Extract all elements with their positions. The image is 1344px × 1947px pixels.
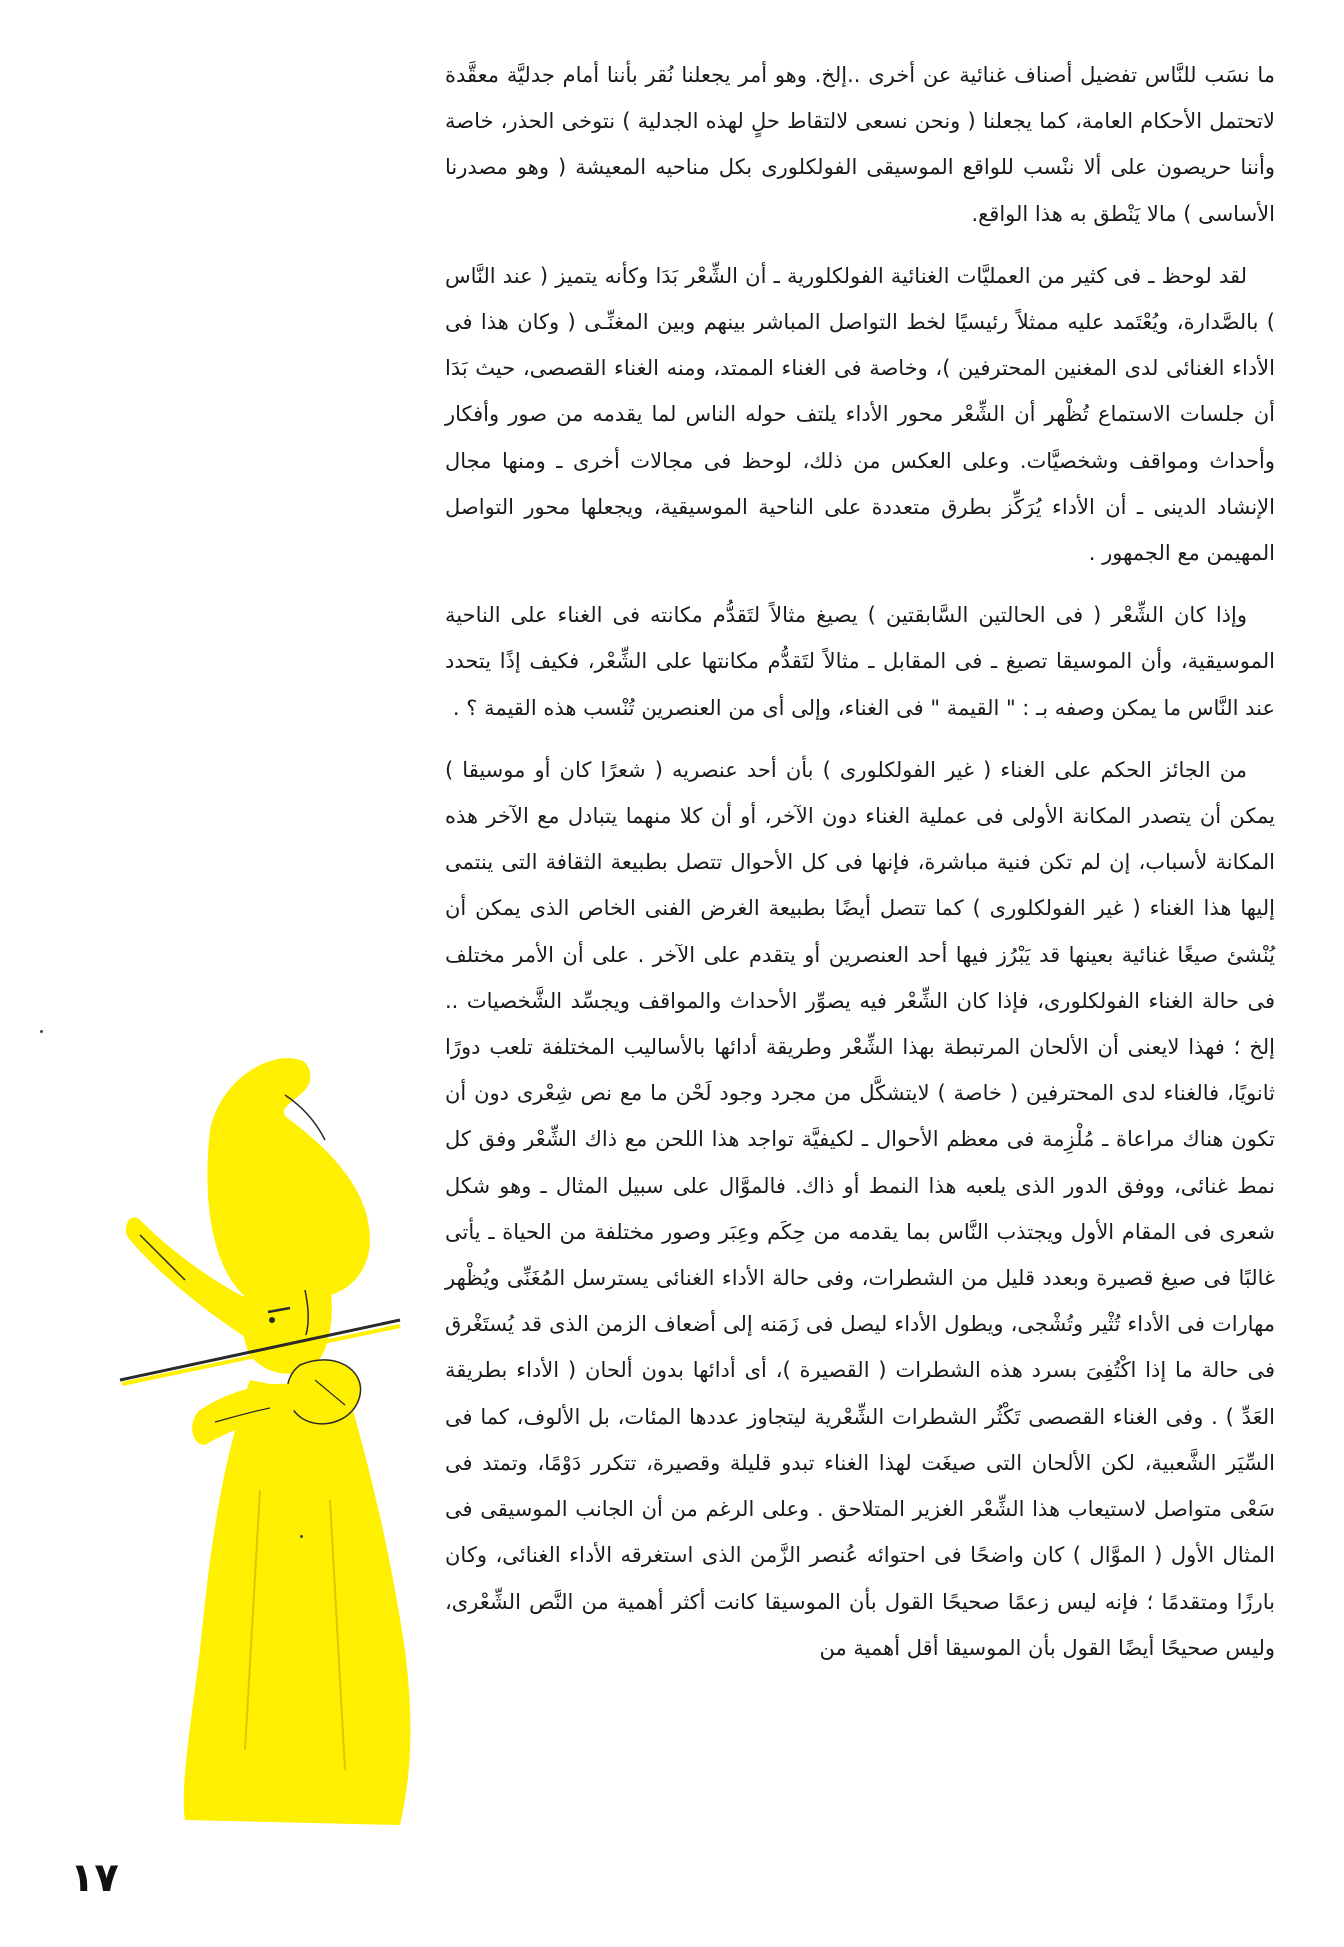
speck-mark xyxy=(40,1030,43,1033)
page-number: ١٧ xyxy=(70,1855,119,1901)
article-body xyxy=(445,52,1275,1687)
paragraph: لقد لوحظ ـ فى كثير من العمليَّات الغنائية الفولكلورية ـ أن الشِّعْر بَدَا وكأنه يتميز ( عند النَّاس ) بالصَّدارة، ويُعْتَمد عليه ممثلاً رئيسيًا لخط التواصل المباشر بينهم وبين المغنِّـى ( وكان هذا فى الأداء الغنائى لدى المغنين المحترفين )، وخاصة فى الغناء الممتد، ومنه الغناء القصصى، حيث بَدَا أن جلسات الاستماع تُظْهر أن الشِّعْر محور الأداء يلتف حوله الناس لما يقدمه من صور وأفكار وأحداث ومواقف وشخصيَّات. وعلى العكس من ذلك، لوحظ فى مجالات أخرى ـ ومنها مجال الإنشاد الدينى ـ أن الأداء يُرَكِّز بطرق متعددة على الناحية الموسيقية، ويجعلها محور التواصل المهيمن مع الجمهور . xyxy=(445,263,1275,566)
paragraph: ما نسَب للنَّاس تفضيل أصناف غنائية عن أخرى ..إلخ. وهو أمر يجعلنا نُقر بأننا أمام جدليَّة معقَّدة لاتحتمل الأحكام العامة، كما يجعلنا ( ونحن نسعى لالتقاط حلٍ لهذه الجدلية ) نتوخى الحذر، خاصة وأننا حريصون على ألا ننْسب للواقع الموسيقى الفولكلورى بكل مناحيه المعيشة ( وهو مصدرنا الأساسى ) مالا يَنْطق به هذا الواقع. xyxy=(445,63,1275,226)
paragraph: من الجائز الحكم على الغناء ( غير الفولكلورى ) بأن أحد عنصريه ( شعرًا كان أو موسيقا ) يمكن أن يتصدر المكانة الأولى فى عملية الغناء دون الآخر، أو أن كلا منهما يتبادل مع الآخر هذه المكانة لأسباب، إن لم تكن فنية مباشرة، فإنها فى كل الأحوال تتصل بطبيعة الثقافة التى ينتمى إليها هذا الغناء ( غير الفولكلورى ) كما تتصل أيضًا بطبيعة الغرض الفنى الخاص الذى يمكن أن يُنْشئ صيغًا غنائية بعينها قد يَبْرُز فيها أحد العنصرين أو يتقدم على الآخر . على أن الأمر مختلف فى حالة الغناء الفولكلورى، فإذا كان الشِّعْر فيه يصوِّر الأحداث والمواقف ويجسِّد الشَّخصيات .. إلخ ؛ فهذا لايعنى أن الألحان المرتبطة بهذا الشِّعْر وطريقة أدائها بالأساليب المختلفة تلعب دورًا ثانويًا، فالغناء لدى المحترفين ( خاصة ) لايتشكَّل من مجرد وجود لَحْن ما مع نص شِعْرى دون أن تكون هناك مراعاة ـ مُلْزِمة فى معظم الأحوال ـ لكيفيَّة تواجد هذا اللحن مع ذاك الشِّعْر وفق كل نمط غنائى، ووفق الدور الذى يلعبه هذا النمط أو ذاك. فالموَّال على سبيل المثال ـ وهو شكل شعرى فى المقام الأول ويجتذب النَّاس بما يقدمه من حِكَم وعِبَر وصور مختلفة من الحياة ـ يأتى غالبًا فى صيغ قصيرة وبعدد قليل من الشطرات، وفى حالة الأداء الغنائى يسترسل المُغَنِّى ويُظْهر مهارات فى الأداء تُثْير وتُشْجى، ويطول الأداء ليصل فى زَمَنه إلى أضعاف الزمن الذى قد يُستَغْرق فى حالة ما إذا اكْتُفِىَ بسرد هذه الشطرات ( القصيرة )، أى أدائها بدون ألحان ( الأداء بطريقة العَدِّ ) . وفى الغناء القصصى تَكْثُر الشطرات الشِّعْرية ليتجاوز عددها المئات، بل الألوف، كما فى السِّيَر الشَّعبية، لكن الألحان التى صيغَت لهذا الغناء تبدو قليلة وقصيرة، تتكرر دَوْمًا، وتمتد فى سَعْى متواصل لاستيعاب هذا الشِّعْر الغزير المتلاحق . وعلى الرغم من أن الجانب الموسيقى فى المثال الأول ( الموَّال ) كان واضحًا فى احتوائه عُنصر الزَّمن الذى استغرقه الأداء الغنائى، وكان بارزًا ومتقدمًا ؛ فإنه ليس زعمًا صحيحًا القول بأن الموسيقا كانت أكثر أهمية من النَّص الشِّعْرى، وليس صحيحًا أيضًا القول بأن الموسيقا أقل أهمية من xyxy=(445,757,1275,1660)
violinist-figure-illustration xyxy=(100,1050,460,1830)
paragraph: وإذا كان الشِّعْر ( فى الحالتين السَّابقتين ) يصيغ مثالاً لتَقدُّم مكانته فى الغناء على الناحية الموسيقية، وأن الموسيقا تصيغ ـ فى المقابل ـ مثالاً لتَقدُّم مكانتها على الشِّعْر، فكيف إذًا يتحدد عند النَّاس ما يمكن وصفه بـ : " القيمة " فى الغناء، وإلى أى من العنصرين تُنْسب هذه القيمة ؟ . xyxy=(445,603,1275,720)
speck-mark xyxy=(300,1535,303,1538)
